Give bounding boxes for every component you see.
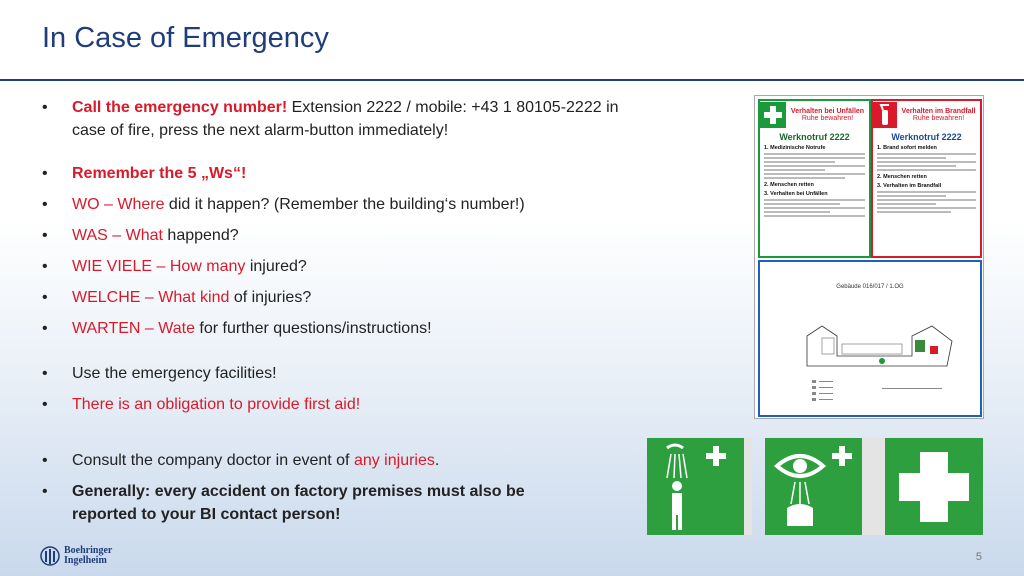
page-number: 5 xyxy=(975,551,982,563)
bullet-list xyxy=(42,96,642,526)
welche-red: WELCHE – What kind xyxy=(72,289,230,306)
bullet-warten xyxy=(42,317,642,340)
bullet-generally xyxy=(42,480,572,526)
first-aid-cross-icon xyxy=(760,102,786,128)
welche-text: of injuries? xyxy=(229,289,312,306)
bullet-was xyxy=(42,224,642,247)
logo-line1: Boehringer xyxy=(64,545,113,556)
sign-separator xyxy=(744,438,752,535)
eye-wash-icon xyxy=(765,438,862,535)
emergency-poster xyxy=(754,95,984,419)
accidents-sub: Ruhe bewahren! xyxy=(801,115,854,122)
consult-red: any injuries xyxy=(353,452,435,469)
poster-fire-panel xyxy=(871,99,982,258)
bullet-consult xyxy=(42,449,642,472)
accidents-item2: 2. Menschen retten xyxy=(764,182,814,188)
bullet-facilities xyxy=(42,362,642,385)
warten-text: for further questions/instructions! xyxy=(194,320,432,337)
fire-heading: Verhalten im Brandfall xyxy=(901,108,976,115)
fire-extinguisher-icon xyxy=(873,102,897,128)
bullet-call xyxy=(42,96,642,142)
fire-item3: 3. Verhalten im Brandfall xyxy=(877,183,942,189)
generally-text: Generally: every accident on factory premises must also be reported to your BI contact person! xyxy=(72,483,525,523)
accidents-item1: 1. Medizinische Notrufe xyxy=(764,145,826,151)
accidents-heading: Verhalten bei Unfällen xyxy=(790,108,865,115)
page-title: In Case of Emergency xyxy=(42,22,329,54)
wo-text: did it happen? (Remember the building‘s number!) xyxy=(164,196,525,213)
poster-accidents-panel xyxy=(758,99,871,258)
accidents-item3: 3. Verhalten bei Unfällen xyxy=(764,191,828,197)
was-red: WAS – What xyxy=(72,227,163,244)
map-title: Gebäude 016/017 / 1.OG xyxy=(836,284,904,290)
fire-header xyxy=(873,101,980,129)
facilities-text: Use the emergency facilities! xyxy=(72,365,277,382)
fire-sub: Ruhe bewahren! xyxy=(912,115,965,122)
company-logo xyxy=(40,545,112,567)
wo-red: WO – Where xyxy=(72,196,165,213)
fire-item2: 2. Menschen retten xyxy=(877,174,927,180)
first-aid-text: There is an obligation to provide first aid! xyxy=(72,396,361,413)
warten-red: WARTEN – Wate xyxy=(72,320,195,337)
remember-text: Remember the 5 „Ws“! xyxy=(72,165,247,182)
boehringer-logo-icon xyxy=(40,545,60,567)
bullet-remember xyxy=(42,162,642,185)
call-bold: Call the emergency number! xyxy=(72,99,288,116)
fire-number: Werknotruf 2222 xyxy=(891,132,962,142)
bullet-wo xyxy=(42,193,642,216)
poster-map-panel xyxy=(758,260,982,417)
logo-line2: Ingelheim xyxy=(64,555,107,566)
fire-item1: 1. Brand sofort melden xyxy=(877,145,937,151)
call-text: Extension 2222 / mobile: +43 1 80105-2222 in case of fire, press the next alarm-button immediately! xyxy=(72,99,619,139)
first-aid-cross-icon xyxy=(885,438,983,535)
eye-wash-sign xyxy=(765,438,862,535)
consult-text: Consult the company doctor in event of xyxy=(72,452,354,469)
title-divider xyxy=(0,79,1024,81)
bullet-welche xyxy=(42,286,642,309)
consult-end: . xyxy=(434,452,440,469)
was-text: happend? xyxy=(162,227,239,244)
accidents-header xyxy=(760,101,869,129)
shower-icon xyxy=(647,438,744,535)
bullet-first-aid xyxy=(42,393,642,416)
sign-separator xyxy=(862,438,885,535)
accidents-number: Werknotruf 2222 xyxy=(779,132,850,142)
emergency-shower-sign xyxy=(647,438,744,535)
floor-plan-icon xyxy=(762,296,978,406)
wieviele-red: WIE VIELE – How many xyxy=(72,258,246,275)
first-aid-sign xyxy=(885,438,983,535)
bullet-wieviele xyxy=(42,255,642,278)
wieviele-text: injured? xyxy=(245,258,307,275)
